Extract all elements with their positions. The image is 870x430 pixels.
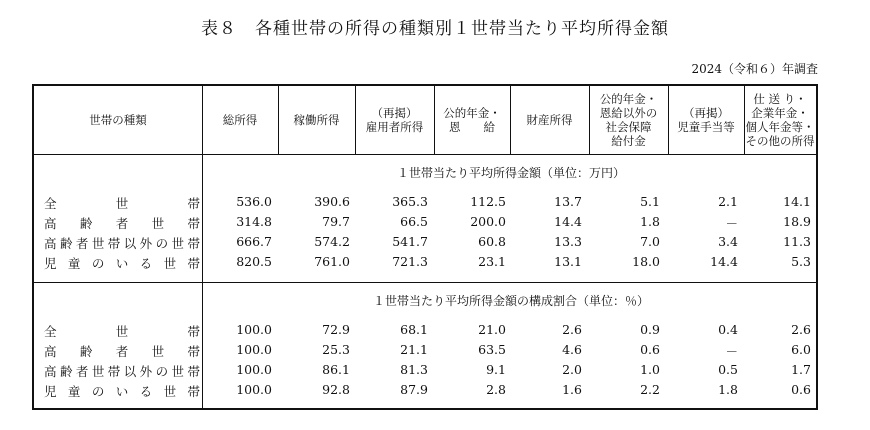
- cell-value: 72.9: [322, 322, 350, 337]
- cell-value: 6.0: [791, 342, 811, 357]
- cell-value: －: [725, 344, 738, 359]
- cell-value: 100.0: [236, 362, 272, 377]
- header-other-income: 仕 送 り・ 企業年金・ 個人年金等・ その他の所得: [745, 92, 815, 148]
- row-label: 高齢者世帯以外の世帯: [44, 364, 200, 379]
- cell-value: 100.0: [236, 382, 272, 397]
- cell-value: 2.1: [718, 194, 738, 209]
- cell-value: 13.1: [554, 254, 582, 269]
- table-row: [34, 254, 820, 272]
- cell-value: 666.7: [236, 234, 272, 249]
- header-social-security: 公的年金・ 恩給以外の 社会保障 給付金: [599, 92, 658, 148]
- cell-value: 81.3: [400, 362, 428, 377]
- table-row: [34, 234, 820, 252]
- cell-value: 761.0: [314, 254, 350, 269]
- cell-value: 9.1: [486, 362, 506, 377]
- cell-value: 21.0: [478, 322, 506, 337]
- cell-value: 0.4: [718, 322, 738, 337]
- cell-value: 2.6: [791, 322, 811, 337]
- cell-value: 79.7: [322, 214, 350, 229]
- cell-value: 1.6: [562, 382, 582, 397]
- row-label: 全世帯: [44, 196, 200, 211]
- cell-value: 13.3: [554, 234, 582, 249]
- header-property-income: 財産所得: [526, 113, 573, 127]
- cell-value: 100.0: [236, 342, 272, 357]
- cell-value: 1.7: [791, 362, 811, 377]
- cell-value: 5.1: [640, 194, 660, 209]
- table-row: [34, 342, 820, 360]
- header-household-type: 世帯の種類: [89, 113, 147, 127]
- table-row: [34, 322, 820, 340]
- section-title-ratio: １世帯当たり平均所得金額の構成割合（単位：％）: [372, 294, 649, 308]
- cell-value: 11.3: [783, 234, 811, 249]
- cell-value: 721.3: [392, 254, 428, 269]
- cell-value: 5.3: [791, 254, 811, 269]
- cell-value: 1.0: [640, 362, 660, 377]
- cell-value: 63.5: [478, 342, 506, 357]
- header-child-allowance: （再掲） 児童手当等: [677, 106, 735, 134]
- row-label: 高齢者世帯: [44, 344, 200, 359]
- cell-value: 86.1: [322, 362, 350, 377]
- row-label: 児童のいる世帯: [44, 256, 200, 271]
- cell-value: 1.8: [718, 382, 738, 397]
- table-row: [34, 194, 820, 212]
- cell-value: 314.8: [236, 214, 272, 229]
- cell-value: 365.3: [392, 194, 428, 209]
- cell-value: 4.6: [562, 342, 582, 357]
- cell-value: 3.4: [718, 234, 738, 249]
- cell-value: 21.1: [400, 342, 428, 357]
- cell-value: 0.6: [640, 342, 660, 357]
- cell-value: 14.4: [554, 214, 582, 229]
- cell-value: 536.0: [236, 194, 272, 209]
- header-total-income: 総所得: [222, 113, 258, 127]
- cell-value: 25.3: [322, 342, 350, 357]
- survey-year-note: 2024（令和６）年調査: [691, 62, 818, 76]
- cell-value: 92.8: [322, 382, 350, 397]
- row-label: 高齢者世帯以外の世帯: [44, 236, 200, 251]
- row-label: 全世帯: [44, 324, 200, 339]
- cell-value: 2.0: [562, 362, 582, 377]
- cell-value: 18.0: [632, 254, 660, 269]
- cell-value: 18.9: [783, 214, 811, 229]
- table-row: [34, 214, 820, 232]
- cell-value: 66.5: [400, 214, 428, 229]
- table-title: 表８ 各種世帯の所得の種類別１世帯当たり平均所得金額: [201, 19, 669, 39]
- section-title-amount: １世帯当たり平均所得金額（単位：万円）: [396, 166, 625, 180]
- cell-value: 2.2: [640, 382, 660, 397]
- cell-value: 574.2: [314, 234, 350, 249]
- cell-value: 200.0: [470, 214, 506, 229]
- cell-value: 23.1: [478, 254, 506, 269]
- cell-value: 390.6: [314, 194, 350, 209]
- cell-value: 14.1: [783, 194, 811, 209]
- header-employee-income: （再掲） 雇用者所得: [365, 106, 424, 134]
- table-row: [34, 382, 820, 400]
- cell-value: 0.6: [791, 382, 811, 397]
- cell-value: 2.8: [486, 382, 506, 397]
- row-label: 児童のいる世帯: [44, 384, 200, 399]
- cell-value: 0.9: [640, 322, 660, 337]
- cell-value: 13.7: [554, 194, 582, 209]
- row-label: 高齢者世帯: [44, 216, 200, 231]
- cell-value: 7.0: [640, 234, 660, 249]
- cell-value: 87.9: [400, 382, 428, 397]
- table-row: [34, 362, 820, 380]
- cell-value: 0.5: [718, 362, 738, 377]
- cell-value: 68.1: [400, 322, 428, 337]
- header-pension: 公的年金・ 恩 給: [443, 106, 501, 134]
- cell-value: 112.5: [470, 194, 506, 209]
- cell-value: 820.5: [236, 254, 272, 269]
- cell-value: 100.0: [236, 322, 272, 337]
- cell-value: 60.8: [478, 234, 506, 249]
- cell-value: 14.4: [710, 254, 738, 269]
- cell-value: 1.8: [640, 214, 660, 229]
- cell-value: －: [725, 216, 738, 231]
- cell-value: 541.7: [392, 234, 428, 249]
- income-table: [32, 84, 818, 410]
- header-earned-income: 稼働所得: [293, 113, 340, 127]
- cell-value: 2.6: [562, 322, 582, 337]
